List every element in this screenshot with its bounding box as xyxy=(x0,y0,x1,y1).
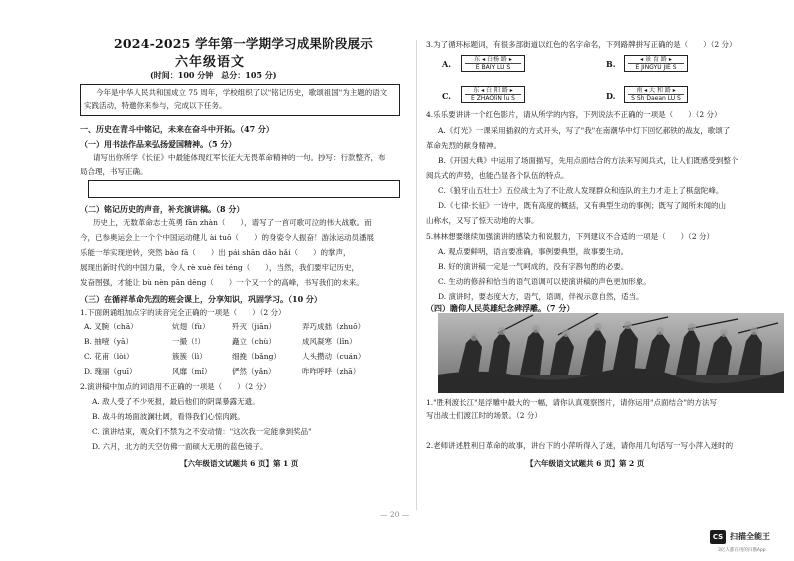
q1-option-a-1: A. 叉腕（chā） xyxy=(84,322,138,331)
question-4: 4.乐乐要讲讲一个红色影片，请从所学的内容，下列说法不正确的一项是（ ）（2 分） xyxy=(426,110,722,119)
q1-option-a-2: 炕翅（fù） xyxy=(172,322,210,331)
part-2-heading: （二）铭记历史的声音，补充演讲稿。（8 分） xyxy=(80,204,245,214)
monument-relief-image xyxy=(438,313,784,393)
q1-option-a-4: 弄巧成拙（zhuō） xyxy=(302,322,366,331)
q4-option-b-line-2: 阅兵式的声势，也能凸显各个队伍的特点。 xyxy=(426,171,569,180)
part-1-task-line-2: 局合理，书写正确。 xyxy=(80,167,148,176)
q2-option-a: A. 敌人受了不少死报，最后他们的阴谋暴露无遗。 xyxy=(92,397,260,406)
question-7: 2.老师讲述胜利日革命的故事，讲台下的小萍听得入了迷，请你用几句话写一写小萍入迷时的 xyxy=(426,441,734,450)
q1-option-c-4: 人头攒动（cuán） xyxy=(302,352,366,361)
q2-option-b: B. 战斗的场面波澜壮阔，看得我们心惊肉跳。 xyxy=(92,412,245,421)
q2-option-c: C. 演讲结束，观众们不禁为之不安动情："这次我一定能拿到奖品" xyxy=(92,427,312,436)
q1-option-c-2: 簇簇（lì） xyxy=(172,352,207,361)
exam-subtitle: 六年级语文 xyxy=(175,55,246,70)
q1-option-b-1: B. 抽噎（yā） xyxy=(84,337,133,346)
q2-option-d: D. 六月，北方的天空仿佛一面硕大无朋的蓝色镜子。 xyxy=(92,442,268,451)
sign-option-d-label: D. xyxy=(606,91,616,101)
bottom-page-mark: — 20 — xyxy=(380,510,410,519)
scanner-tagline: 3亿人都在用的扫描App xyxy=(718,548,766,553)
road-sign-d-pinyin: S Sh Daean LU S xyxy=(631,95,681,102)
speech-line-1: 历史上，无数革命志士英勇 fān zhàn（ ），谱写了一首可歌可泣的伟大战歌。而 xyxy=(93,218,372,227)
road-sign-c[interactable] xyxy=(461,86,525,103)
road-sign-c-pinyin: E ZHAOliN lu S xyxy=(471,95,515,102)
road-sign-d-chinese: 南 ◂ 大 和 路 ▸ xyxy=(628,87,684,95)
exam-title: 2024-2025 学年第一学期学习成果阶段展示 xyxy=(114,36,373,51)
question-6-line-2: 写出战士们渡江时的场景。（2 分） xyxy=(426,411,542,420)
speech-line-3: 乐能一举实现逆转，突然 bào fā（ ）出 pái shān dǎo hǎi（ ）的掌声， xyxy=(80,248,351,257)
scanner-logo-icon: CS xyxy=(710,530,726,544)
scanner-app-name: 扫描全能王 xyxy=(730,532,770,541)
speech-line-4: 展现出新时代的中国力量，令人 rè xuè fèi téng（ ），当然，我们要牢记历史， xyxy=(80,263,360,272)
intro-line-1: 今年是中华人民共和国成立 75 周年，学校组织了以"铭记历史，歌颂祖国"为主题的语文 xyxy=(96,88,388,97)
q1-option-c-3: 细挽（bǎng） xyxy=(232,352,281,361)
question-2: 2.演讲稿中加点的词语用不正确的一项是（ ）（2 分） xyxy=(80,382,271,391)
q1-option-d-4: 咋咋呼呼（zhā） xyxy=(302,367,361,376)
q5-option-a: A. 观点要鲜明，语言要准确，事例要典型，故事要生动。 xyxy=(438,247,629,256)
q4-option-a-line-2: 革命先烈的献身精神。 xyxy=(426,141,501,150)
part-3-heading: （三）在循祥革命先烈的班会课上，分享知识，巩固学习。（10 分） xyxy=(80,294,322,304)
left-page-footer: 【六年级语文试题共 6 页】第 1 页 xyxy=(180,459,299,468)
q4-option-c: C.《狼牙山五壮士》五位战士为了不让敌人发现群众和连队的主力才走上了棋盘陀峰。 xyxy=(438,186,724,195)
q1-option-b-4: 成风凝寒（lǐn） xyxy=(302,337,357,346)
q1-option-b-3: 矗立（chù） xyxy=(232,337,276,346)
road-sign-a-chinese: 东 ◂ 白杨 路 ▸ xyxy=(465,56,521,64)
sign-option-b-label: B. xyxy=(606,59,616,69)
q4-option-a-line-1: A.《灯光》一课采用插叙的方式开头，写了"我"在南潮华中灯下回忆郝铁的战友，歌颂了 xyxy=(438,126,731,135)
q5-option-d: D. 演讲时，要态度大方，语气，语调，伴视示意自然，适当。 xyxy=(438,292,644,301)
question-5: 5.林林想要继续加强演讲的感染力和说服力，下列建议不合适的一项是（ ）（2 分） xyxy=(426,232,715,241)
road-sign-b[interactable] xyxy=(624,55,688,72)
q1-option-b-2: 一撮（!） xyxy=(172,337,206,346)
road-sign-b-pinyin: E JINGYU JIE S xyxy=(635,64,677,71)
part-4-heading: （四）瞻仰人民英雄纪念碑浮雕。（7 分） xyxy=(426,303,575,313)
q5-option-b: B. 好的演讲稿一定是一气呵成的，没有字斟句酌的必要。 xyxy=(438,262,629,271)
question-6-line-1: 1."胜利渡长江"是浮雕中最大的一幅，请你认真观察图片，请你运用"点面结合"的方法写 xyxy=(426,398,717,407)
q4-option-d-line-1: D.《七律·长征》一诗中，既有高度的概括，又有典型生动的事例；既写了闻所未闻的山 xyxy=(438,201,727,210)
q4-option-d-line-2: 山称水，又写了惊天动地的大事。 xyxy=(426,216,539,225)
road-sign-b-chinese: ◂ 景 育 路 ▸ xyxy=(628,56,684,64)
section-1-heading: 一、历史在青斗中铭记，未来在奋斗中开拓。（47 分） xyxy=(80,124,274,134)
sign-option-a-label: A. xyxy=(442,59,451,69)
q1-option-c-1: C. 花甫（lòi） xyxy=(84,352,134,361)
road-sign-d[interactable] xyxy=(624,86,688,103)
speech-line-5: 发奋图强，才能让 bù nèn pān dēng（ ）一个又一个的高峰，书写我们的未来。 xyxy=(80,278,364,287)
q1-option-d-2: 风靡（mǐ） xyxy=(172,367,212,376)
right-page xyxy=(416,0,794,561)
exam-meta: (时间：100 分钟 总分：105 分) xyxy=(150,70,277,80)
q1-option-d-3: 俨然（yǎn） xyxy=(232,367,276,376)
q1-option-d-1: D. 瑰丽（guī） xyxy=(84,367,137,376)
road-sign-a-pinyin: E BAIY LU S xyxy=(475,64,511,71)
question-3: 3.为了循环标题词，有很多部街道以红色的名字命名，下列路牌拼写正确的是（ ）（2 分） xyxy=(426,40,737,49)
road-sign-c-chinese: 东 ◂ 白 阳 路 ▸ xyxy=(465,87,521,95)
q4-option-b-line-1: B.《开国大典》中运用了场面描写，先用点面结合的方法来写阅兵式，让人们既感受到整个 xyxy=(438,156,739,165)
intro-line-2: 实践活动，特邀你来参与，完成以下任务。 xyxy=(84,101,227,110)
part-1-task-line-1: 请写出你所学《长征》中最能体现红军长征大无畏革命精神的一句。抄写：行款整齐，布 xyxy=(93,153,386,162)
speech-line-2: 今，已参奥运会上一个个中国运动健儿 ài tuō（ ）的身姿令人振奋！游泳运动员潘展 xyxy=(80,233,374,242)
part-1-heading: （一）用书法作品来弘扬爱国精神。（5 分） xyxy=(80,139,237,149)
road-sign-a[interactable] xyxy=(461,55,525,72)
sign-option-c-label: C. xyxy=(442,91,452,101)
q5-option-c: C. 生动的修辞和恰当的语气语调可以使演讲稿的声色更加形象。 xyxy=(438,277,651,286)
q1-option-a-3: 歼灭（jiān） xyxy=(232,322,277,331)
calligraphy-answer-box[interactable] xyxy=(88,180,400,198)
question-1: 1.下面朗诵组加点字的读音完全正确的一项是（ ）（2 分） xyxy=(80,308,286,317)
right-page-footer: 【六年级语文试题共 6 页】第 2 页 xyxy=(526,459,645,468)
